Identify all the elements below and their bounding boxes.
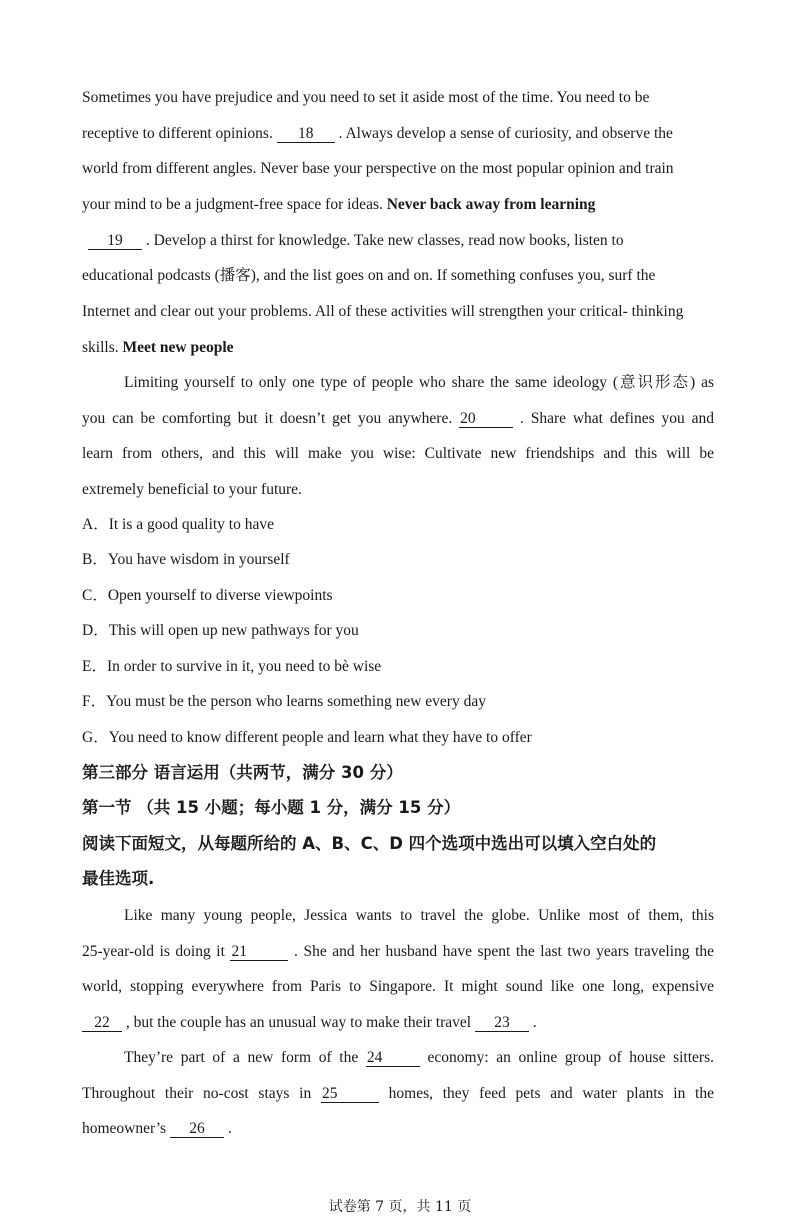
- section-title: 第一节 （共 15 小题；每小题 1 分，满分 15 分）: [82, 798, 461, 817]
- blank-24: 24: [366, 1050, 420, 1067]
- passage-line: [82, 338, 234, 358]
- passage-line: [82, 124, 673, 144]
- text: . Always develop a sense of curiosity, and observe the: [334, 125, 673, 142]
- passage-line: [82, 1013, 537, 1033]
- option-a: A．It is a good quality to have: [82, 516, 274, 533]
- text: your mind to be a judgment-free space for ideas.: [82, 196, 387, 213]
- text: . Develop a thirst for knowledge. Take new classes, read now books, listen to: [142, 232, 624, 249]
- text: you can be comforting but it doesn’t get you anywhere.: [82, 410, 460, 427]
- blank-18: 18: [277, 126, 335, 143]
- option-b: B．You have wisdom in yourself: [82, 551, 290, 568]
- blank-25: 25: [321, 1086, 379, 1103]
- passage-line: [82, 942, 714, 962]
- text: skills.: [82, 339, 123, 356]
- heading-people: Meet new people: [122, 339, 234, 356]
- text: receptive to different opinions.: [82, 125, 277, 142]
- passage-line: Like many young people, Jessica wants to travel the globe. Unlike most of them, this: [124, 907, 714, 924]
- passage-line: [82, 1119, 232, 1139]
- option-d: D．This will open up new pathways for you: [82, 622, 359, 639]
- text: . She and her husband have spent the last two years traveling the: [288, 943, 715, 960]
- option-f: F．You must be the person who learns something new every day: [82, 693, 486, 710]
- passage-line: extremely beneficial to your future.: [82, 481, 302, 498]
- text: homes, they feed pets and water plants in the: [378, 1085, 714, 1102]
- text: . Share what defines you and: [513, 410, 715, 427]
- passage-line: world, stopping everywhere from Paris to Singapore. It might sound like one long, expensive: [82, 978, 714, 995]
- blank-26: 26: [170, 1121, 224, 1138]
- blank-19: 19: [88, 233, 142, 250]
- page-footer: 试卷第 7 页，共 11 页: [328, 1199, 472, 1215]
- text: , but the couple has an unusual way to make their travel: [122, 1014, 475, 1031]
- blank-23: 23: [475, 1015, 529, 1032]
- option-c: C．Open yourself to diverse viewpoints: [82, 587, 333, 604]
- heading-learning: Never back away from learning: [386, 196, 596, 213]
- text: homeowner’s: [82, 1120, 170, 1137]
- text: Throughout their no-cost stays in: [82, 1085, 321, 1102]
- blank-22: 22: [82, 1015, 122, 1032]
- passage-line: educational podcasts (播客), and the list goes on and on. If something confuses you, surf the: [82, 267, 656, 284]
- passage-line: Sometimes you have prejudice and you need to set it aside most of the time. You need to be: [82, 89, 650, 106]
- passage-line: [82, 409, 714, 429]
- passage-line: learn from others, and this will make you wise: Cultivate new friendships and this will be: [82, 445, 714, 462]
- passage-line: [82, 195, 595, 215]
- text: economy: an online group of house sitters.: [419, 1049, 714, 1066]
- text: They’re part of a new form of the: [124, 1049, 366, 1066]
- text: 25-year-old is doing it: [82, 943, 231, 960]
- option-g: G．You need to know different people and learn what they have to offer: [82, 729, 532, 746]
- blank-20: 20: [459, 411, 513, 428]
- blank-21: 21: [230, 944, 288, 961]
- passage-line: [88, 231, 624, 251]
- text: .: [223, 1120, 232, 1137]
- passage-line: [82, 1084, 714, 1104]
- part-title: 第三部分 语言运用（共两节，满分 30 分）: [82, 763, 403, 782]
- instructions: 最佳选项.: [82, 869, 155, 888]
- passage-line: Internet and clear out your problems. All of these activities will strengthen your critical- thinking: [82, 303, 684, 320]
- passage-line: Limiting yourself to only one type of people who share the same ideology (意识形态) as: [124, 374, 714, 391]
- passage-line: world from different angles. Never base your perspective on the most popular opinion and train: [82, 160, 674, 177]
- passage-line: [124, 1048, 714, 1068]
- option-e: E．In order to survive in it, you need to bè wise: [82, 658, 382, 675]
- instructions: 阅读下面短文，从每题所给的 A、B、C、D 四个选项中选出可以填入空白处的: [82, 834, 657, 853]
- text: .: [528, 1014, 537, 1031]
